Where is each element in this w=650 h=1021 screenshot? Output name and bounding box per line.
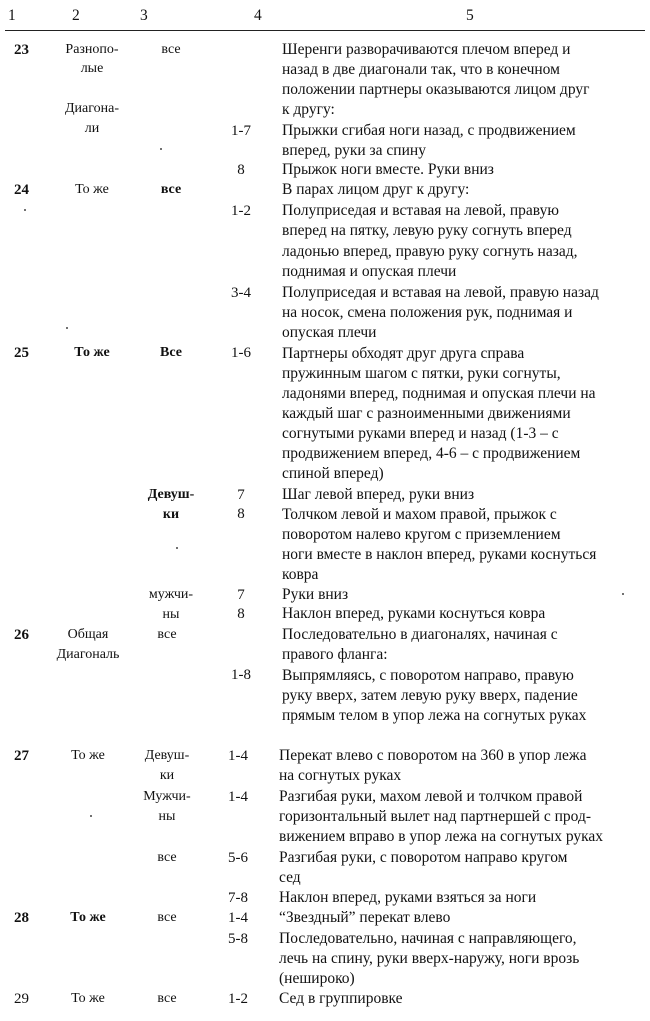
- row-description-line: вперед, руки за спину: [282, 142, 426, 159]
- row-description-line: Наклон вперед, руками взяться за ноги: [279, 889, 537, 906]
- row-description-line: вперед на пятку, левую руку согнуть вперед: [282, 222, 572, 239]
- row-description-line: Прыжок ноги вместе. Руки вниз: [282, 161, 494, 178]
- row-count: 1-4: [228, 789, 248, 805]
- row-description-line: лечь на спину, руки вверх-наружу, ноги врозь: [279, 950, 580, 967]
- row-description-line: ковра: [282, 566, 319, 583]
- row-number: 29: [14, 991, 29, 1007]
- row-description-line: руку вверх, затем левую руку вверх, падение: [282, 687, 578, 704]
- row-description-line: пружинным шагом с пятки, руки согнуты,: [282, 365, 561, 382]
- row-number: 24: [14, 182, 29, 198]
- row-category: То же: [70, 910, 106, 925]
- row-description-line: на носок, смена положения рук, поднимая и: [282, 304, 573, 321]
- row-description-line: Разгибая руки, махом левой и толчком правой: [279, 788, 583, 805]
- row-group: Девуш-: [147, 487, 195, 502]
- row-description-line: поднимая и опуская плечи: [282, 263, 457, 280]
- speck: [622, 593, 624, 595]
- row-category: Диагональ: [56, 647, 120, 662]
- row-description-line: Разгибая руки, с поворотом направо кругом: [279, 849, 568, 866]
- row-description-line: Сед в группировке: [279, 990, 403, 1007]
- row-description-line: положении партнеры оказываются лицом друг: [282, 81, 590, 98]
- row-description-line: В парах лицом друг к другу:: [282, 181, 470, 198]
- row-description-line: (нешироко): [279, 970, 355, 987]
- row-category: лые: [80, 61, 104, 76]
- row-count: 1-4: [228, 748, 248, 764]
- row-group: ны: [162, 607, 180, 622]
- row-description-line: спиной вперед): [282, 465, 384, 482]
- row-count: 1-2: [231, 203, 251, 219]
- row-description-line: правого фланга:: [282, 646, 388, 663]
- row-description-line: сед: [279, 869, 301, 886]
- row-category: То же: [75, 182, 109, 197]
- row-number: 28: [14, 910, 29, 926]
- row-group: все: [160, 182, 182, 197]
- row-count: 5-8: [228, 931, 248, 947]
- row-category: То же: [71, 991, 105, 1006]
- row-description-line: Перекат влево с поворотом на 360 в упор лежа: [279, 747, 587, 764]
- row-group: ны: [158, 809, 176, 824]
- row-description-line: опуская плечи: [282, 324, 377, 341]
- row-count: 8: [237, 606, 245, 622]
- row-number: 27: [14, 748, 29, 764]
- row-description-line: ладонью вперед, правую руку согнуть назад,: [282, 243, 578, 260]
- row-category: То же: [74, 345, 110, 360]
- header-col-5: 5: [466, 7, 474, 24]
- row-description-line: Выпрямляясь, с поворотом направо, правую: [282, 667, 574, 684]
- row-group: все: [157, 850, 177, 865]
- row-description-line: назад в две диагонали так, что в конечном: [282, 61, 560, 78]
- row-group: мужчи-: [148, 587, 194, 602]
- header-rule: [5, 30, 645, 31]
- row-group: все: [157, 910, 177, 925]
- row-description-line: к другу:: [282, 101, 335, 118]
- row-number: 23: [14, 42, 29, 58]
- row-description-line: Последовательно, начиная с направляющего,: [279, 930, 577, 947]
- row-description-line: Шаг левой вперед, руки вниз: [282, 486, 475, 503]
- speck: [90, 815, 92, 817]
- speck: [66, 327, 68, 329]
- row-description-line: Партнеры обходят друг друга справа: [282, 345, 525, 362]
- row-category: Общая: [67, 627, 109, 642]
- speck: [160, 148, 162, 150]
- row-description-line: продвижением вперед, 4-6 – с продвижением: [282, 445, 581, 462]
- row-count: 7: [237, 587, 245, 603]
- row-description-line: согнутыми руками вперед и назад (1-3 – с: [282, 425, 559, 442]
- row-number: 25: [14, 345, 29, 361]
- row-category: ли: [84, 121, 100, 136]
- header-col-3: 3: [140, 7, 148, 24]
- row-count: 5-6: [228, 850, 248, 866]
- row-group: все: [157, 627, 177, 642]
- row-count: 1-7: [231, 123, 251, 139]
- row-description-line: Полуприседая и вставая на левой, правую: [282, 202, 559, 219]
- header-col-2: 2: [72, 7, 80, 24]
- row-group: ки: [162, 507, 180, 522]
- row-count: 8: [237, 162, 245, 178]
- row-number: 26: [14, 627, 29, 643]
- row-description-line: каждый шаг с разноименными движениями: [282, 405, 571, 422]
- row-description-line: прямым телом в упор лежа на согнутых руках: [282, 707, 587, 724]
- row-count: 1-4: [228, 910, 248, 926]
- row-count: 8: [237, 506, 245, 522]
- row-count: 1-8: [231, 667, 251, 683]
- row-category: Разнопо-: [65, 42, 119, 57]
- row-count: 3-4: [231, 285, 251, 301]
- row-description-line: Шеренги разворачиваются плечом вперед и: [282, 41, 571, 58]
- row-description-line: Полуприседая и вставая на левой, правую назад: [282, 284, 599, 301]
- row-description-line: горизонтальный вылет над партнершей с прод-: [279, 808, 591, 825]
- row-group: Девуш-: [144, 748, 190, 763]
- row-description-line: Последовательно в диагоналях, начиная с: [282, 626, 558, 643]
- row-description-line: ладонями вперед, поднимая и опуская плечи на: [282, 385, 596, 402]
- row-group: все: [157, 991, 177, 1006]
- row-category: Диагона-: [64, 101, 120, 116]
- row-description-line: вижением вправо в упор лежа на согнутых руках: [279, 828, 604, 845]
- row-description-line: Прыжки сгибая ноги назад, с продвижением: [282, 122, 576, 139]
- row-count: 7: [237, 487, 245, 503]
- row-count: 7-8: [228, 890, 248, 906]
- speck: [176, 547, 178, 549]
- row-description-line: Толчком левой и махом правой, прыжок с: [282, 506, 557, 523]
- row-description-line: поворотом налево кругом с приземлением: [282, 526, 561, 543]
- header-col-1: 1: [8, 7, 16, 24]
- row-count: 1-6: [231, 345, 251, 361]
- row-category: То же: [71, 748, 105, 763]
- row-description-line: на согнутых руках: [279, 767, 402, 784]
- row-group: ки: [159, 768, 175, 783]
- row-group: Все: [160, 345, 182, 360]
- row-group: все: [161, 42, 181, 57]
- speck: [24, 209, 26, 211]
- row-description-line: Наклон вперед, руками коснуться ковра: [282, 605, 546, 622]
- row-description-line: Руки вниз: [282, 586, 349, 603]
- header-col-4: 4: [254, 7, 262, 24]
- row-description-line: ноги вместе в наклон вперед, руками коснуться: [282, 546, 597, 563]
- row-description-line: “Звездный” перекат влево: [279, 909, 451, 926]
- row-group: Мужчи-: [143, 789, 191, 804]
- row-count: 1-2: [228, 991, 248, 1007]
